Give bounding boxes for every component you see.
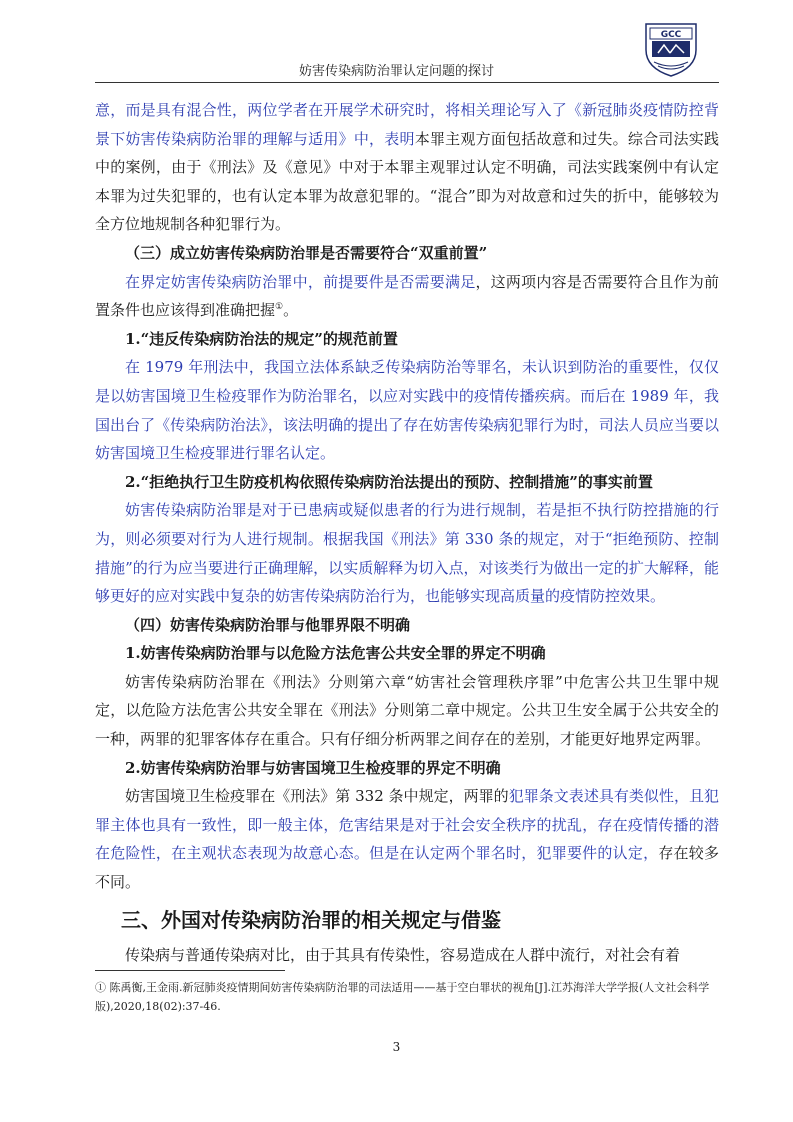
paragraph-7: 传染病与普通传染病对比，由于其具有传染性，容易造成在人群中流行，对社会有着 [125,945,681,964]
heading-3-2: 2.“拒绝执行卫生防疫机构依照传染病防治法提出的预防、控制措施”的事实前置 [125,472,653,491]
highlight-text: 犯罪条文表述具有类似性，且犯罪主体也具有一致性，即一般主体，危害结果是对于社会安全秩序的扰乱，存在疫情传播的潜在危险性，在主观状态表现为故意心态。但是在认定两个罪名时，犯罪要件的认定， [95,787,719,863]
text: 本罪主观方面包括故意和过失。综合司法实践中的案例，由于《刑法》及《意见》中对于本罪主观罪过认定不明确，司法实践案例中有认定本罪为过失犯罪的，也有认定本罪为故意犯罪的。“混合”即为对故意和过失的折中，能够较为全方位地规制各种犯罪行为。 [95,129,719,234]
text: 存在较多不同。 [95,844,719,892]
footnote: ① 陈禹衡,王金雨.新冠肺炎疫情期间妨害传染病防治罪的司法适用——基于空白罪状的视角[J].江苏海洋大学学报(人文社会科学版),2020,18(02):37-46. [95,981,710,1013]
paragraph-5: 妨害传染病防治罪在《刑法》分则第六章“妨害社会管理秩序罪”中危害公共卫生罪中规定，以危险方法危害公共安全罪在《刑法》分则第二章中规定。公共卫生安全属于公共安全的一种，两罪的犯罪客体存在重合。只有仔细分析两罪之间存在的差别，才能更好地界定两罪。 [95,672,719,749]
header-rule [95,82,719,83]
text: ，这两项内容是否需要符合且作为前置条件也应该得到准确把握 [95,272,719,320]
text: 。 [283,301,299,320]
highlight-text: 在界定妨害传染病防治罪中，前提要件是否需要满足 [125,272,476,291]
heading-4: （四）妨害传染病防治罪与他罪界限不明确 [125,615,411,634]
paragraph-1 [95,96,719,239]
heading-3-1: 1.“违反传染病防治法的规定”的规范前置 [125,329,398,348]
heading-4-1: 1.妨害传染病防治罪与以危险方法危害公共安全罪的界定不明确 [125,644,546,663]
highlight-text: 意，而是具有混合性，两位学者在开展学术研究时，将相关理论写入了《新冠肺炎疫情防控背景下妨害传染病防治罪的理解与适用》中，表明 [95,101,719,148]
page-number: 3 [392,1040,401,1054]
running-header: 妨害传染病防治罪认定问题的探讨 [298,64,494,79]
paragraph-2 [95,268,719,325]
heading-4-2: 2.妨害传染病防治罪与妨害国境卫生检疫罪的界定不明确 [125,758,501,777]
heading-3: （三）成立妨害传染病防治罪是否需要符合“双重前置” [125,243,488,262]
footnote-rule [95,970,285,971]
paragraph-4: 妨害传染病防治罪是对于已患病或疑似患者的行为进行规制，若是拒不执行防控措施的行为，则必须要对行为人进行规制。根据我国《刑法》第 330 条的规定，对于“拒绝预防、控制措施”的行为应当要进行正确理解，以实质解释为切入点，对该类行为做出一定的扩大解释，能够更好的应对实践中复杂的妨害传染病防治行为，也能够实现高质量的疫情防控效果。 [95,501,719,606]
footnote-ref[interactable]: ① [275,302,284,313]
section-heading-3: 三、外国对传染病防治罪的相关规定与借鉴 [121,907,501,932]
paragraph-6 [95,782,719,896]
body-text [95,96,719,969]
text: 妨害国境卫生检疫罪在《刑法》第 332 条中规定，两罪的 [125,787,509,806]
paragraph-3: 在 1979 年刑法中，我国立法体系缺乏传染病防治等罪名，未认识到防治的重要性，仅仅是以妨害国境卫生检疫罪作为防治罪名，以应对实践中的疫情传播疾病。而后在 1989 年，我国出台了《传染病防治法》，该法明确的提出了存在妨害传染病犯罪行为时，司法人员应当要以妨害国境卫生检疫罪进行罪名认定。 [95,358,719,463]
svg-text:GCC: GCC [660,30,682,40]
